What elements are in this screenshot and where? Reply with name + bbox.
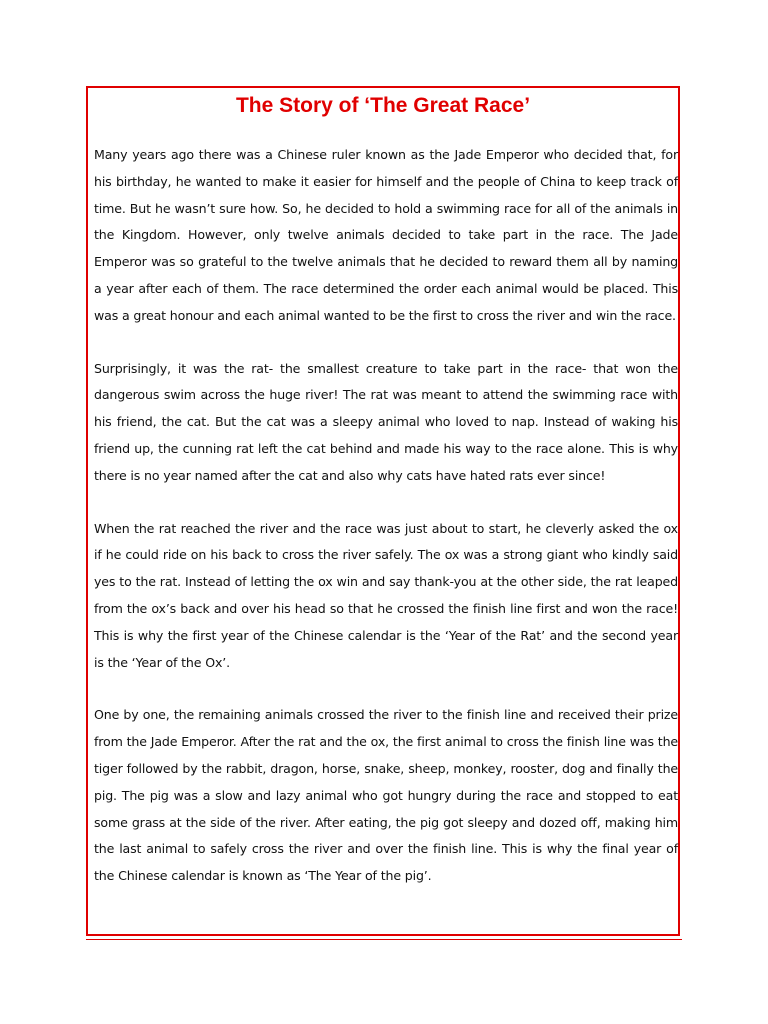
paragraph-3: When the rat reached the river and the race was just about to start, he cleverly asked the ox if he could ride on his back to cross the river safely. The ox was a strong giant who kindly said yes to the rat. Instead of letting the ox win and say thank-you at the other side, the rat leaped from the ox’s back and over his head so that he crossed the finish line first and won the race! This is why the first year of the Chinese calendar is the ‘Year of the Rat’ and the second year is the ‘Year of the Ox’. [94, 520, 678, 670]
red-border-frame [86, 86, 680, 936]
paragraph-2: Surprisingly, it was the rat- the smallest creature to take part in the race- that won the dangerous swim across the huge river! The rat was meant to attend the swimming race with his friend, the cat. But the cat was a sleepy animal who loved to nap. Instead of waking his friend up, the cunning rat left the cat behind and made his way to the race alone. This is why there is no year named after the cat and also why cats have hated rats ever since! [94, 360, 678, 483]
frame-double-bottom-line [86, 939, 682, 940]
paragraph-1: Many years ago there was a Chinese ruler known as the Jade Emperor who decided that, for his birthday, he wanted to make it easier for himself and the people of China to keep track of time. But he wasn’t sure how. So, he decided to hold a swimming race for all of the animals in the Kingdom. However, only twelve animals decided to take part in the race. The Jade Emperor was so grateful to the twelve animals that he decided to reward them all by naming a year after each of them. The race determined the order each animal would be placed. This was a great honour and each animal wanted to be the first to cross the river and win the race. [94, 147, 678, 323]
story-body [94, 142, 678, 916]
document-title: The Story of ‘The Great Race’ [235, 94, 531, 117]
paragraph-4: One by one, the remaining animals crossed the river to the finish line and received their prize from the Jade Emperor. After the rat and the ox, the first animal to cross the finish line was the tiger followed by the rabbit, dragon, horse, snake, sheep, monkey, rooster, dog and finally the pig. The pig was a slow and lazy animal who got hungry during the race and stopped to eat some grass at the side of the river. After eating, the pig got sleepy and dozed off, making him the last animal to safely cross the river and over the finish line. This is why the final year of the Chinese calendar is known as ‘The Year of the pig’. [94, 707, 678, 884]
